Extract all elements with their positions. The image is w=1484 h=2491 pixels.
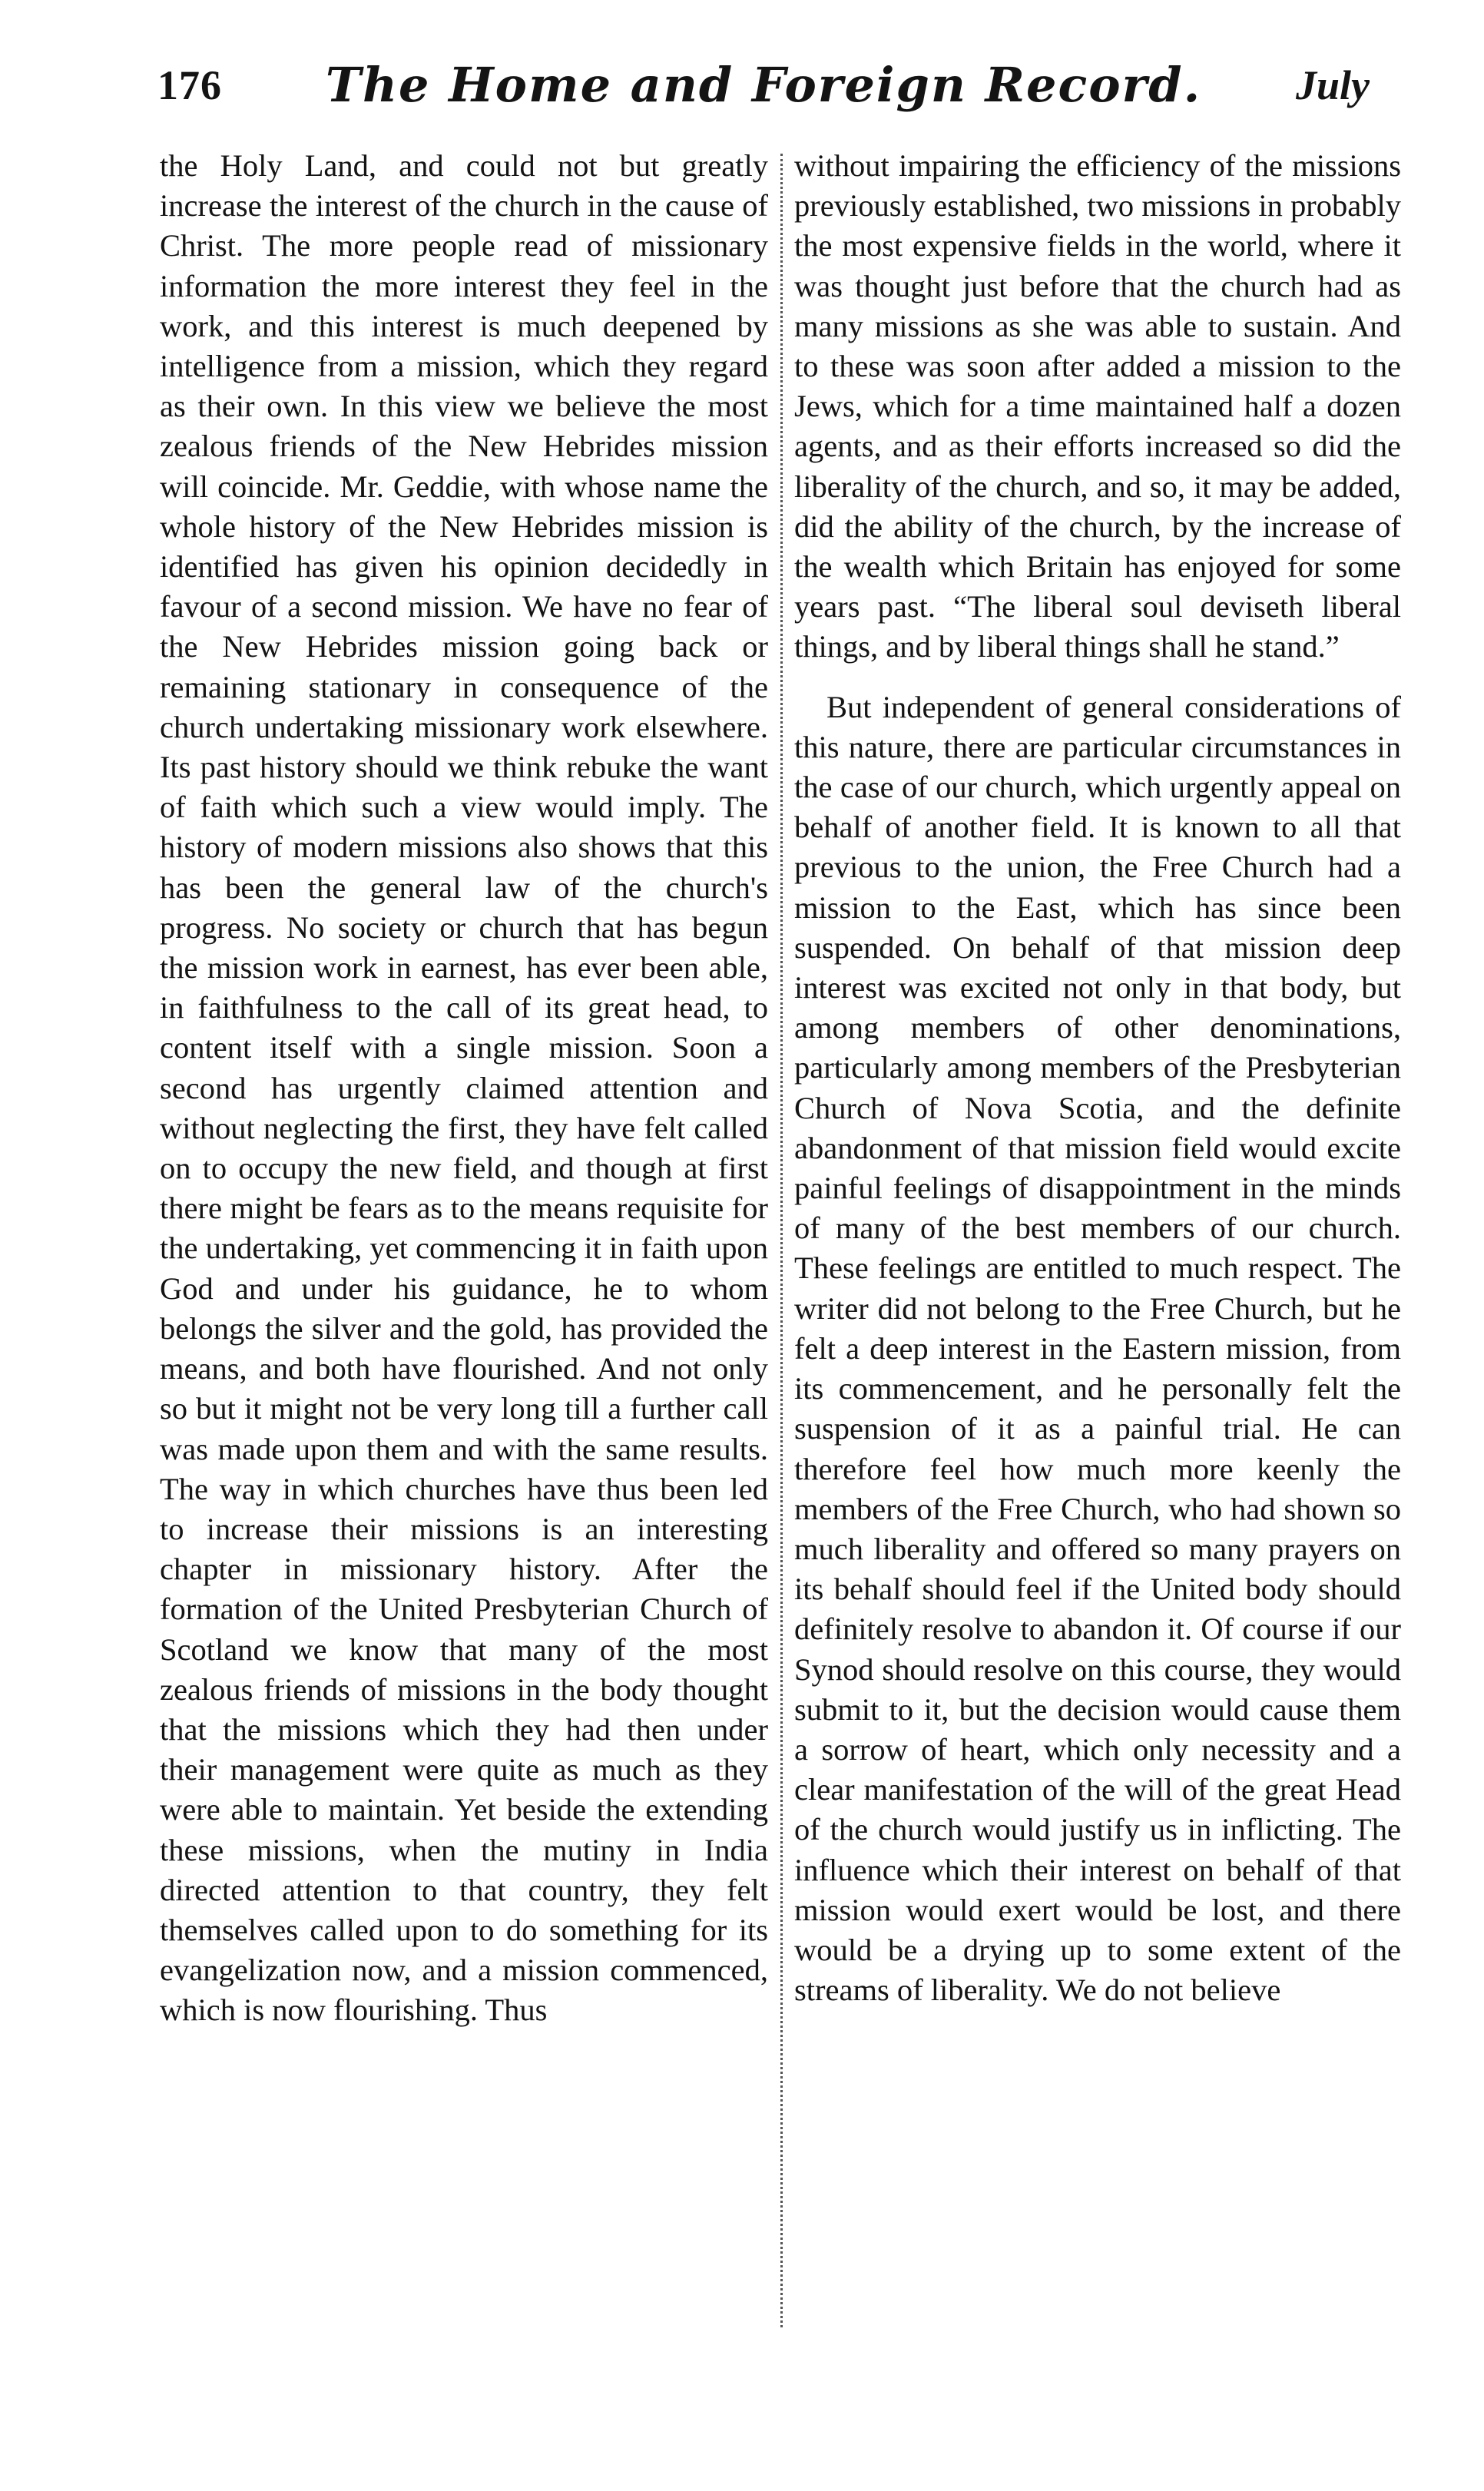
page-header — [157, 57, 1370, 115]
page-number: 176 — [157, 62, 222, 108]
right-paragraph-1: without impairing the efficiency of the missions previously established, two missions in probably the most expensive fields in the world, where it was thought just before that the church had as many missions as she was able to sustain. And to these was soon after added a mission to the Jews, which for a time maintained half a dozen agents, and as their efforts increased so did the liberality of the church, and so, it may be added, did the ability of the church, by the increase of the wealth which Britain has enjoyed for some years past. “The liberal soul deviseth liberal things, and by liberal things shall he stand.” — [794, 148, 1401, 664]
right-paragraph-2: But independent of general considerations of this nature, there are particular circumstances in the case of our church, which urgently appeal on behalf of another field. It is known to all that previous to the union, the Free Church had a mission to the East, which has since been suspended. On behalf of that mission deep interest was excited not only in that body, but among members of other denominations, particularly among members of the Presbyterian Church of Nova Scotia, and the definite abandonment of that mission field would excite painful feelings of disappointment in the minds of many of the best members of our church. These feelings are entitled to much respect. The writer did not belong to the Free Church, but he felt a deep interest in the Eastern mission, from its commencement, and he personally felt the suspension of it as a painful trial. He can therefore feel how much more keenly the members of the Free Church, who had shown so much liberality and offered so many prayers on its behalf should feel if the United body should definitely resolve to abandon it. Of course if our Synod should resolve on this course, they would submit to it, but the decision would cause them a sorrow of heart, which only necessity and a clear manifestation of the will of the great Head of the church would justify us in inflicting. The influence which their interest on behalf of that mission would exert would be lost, and there would be a drying up to some extent of the streams of liberality. We do not believe — [794, 689, 1401, 2008]
right-column — [794, 146, 1401, 2010]
left-column — [160, 146, 768, 2031]
column-divider — [780, 154, 783, 2327]
running-title: The Home and Foreign Record. — [325, 57, 1202, 113]
issue-month: July — [1295, 62, 1370, 108]
left-paragraph-1: the Holy Land, and could not but greatly increase the interest of the church in the cause of Christ. The more people read of missionary information the more interest they feel in the work, and this interest is much deepened by intelligence from a mission, which they regard as their own. In this view we believe the most zealous friends of the New Hebrides mission will coincide. Mr. Geddie, with whose name the whole history of the New Hebrides mission is identified has given his opinion decidedly in favour of a second mission. We have no fear of the New Hebrides mission going back or remaining stationary in consequence of the church undertaking missionary work elsewhere. Its past history should we think rebuke the want of faith which such a view would imply. The history of modern missions also shows that this has been the general law of the church's progress. No society or church that has begun the mission work in earnest, has ever been able, in faithfulness to the call of its great head, to content itself with a single mission. Soon a second has urgently claimed attention and without neglecting the first, they have felt called on to occupy the new field, and though at first there might be fears as to the means requisite for the undertaking, yet commencing it in faith upon God and under his guidance, he to whom belongs the silver and the gold, has provided the means, and both have flourished. And not only so but it might not be very long till a further call was made upon them and with the same results. The way in which churches have thus been led to increase their missions is an interesting chapter in missionary history. After the formation of the United Presbyterian Church of Scotland we know that many of the most zealous friends of missions in the body thought that the missions which they had then under their management were quite as much as they were able to maintain. Yet beside the extending these missions, when the mutiny in India directed attention to that country, they felt themselves called upon to do something for its evangelization now, and a mission commenced, which is now flourishing. Thus — [160, 148, 768, 2028]
